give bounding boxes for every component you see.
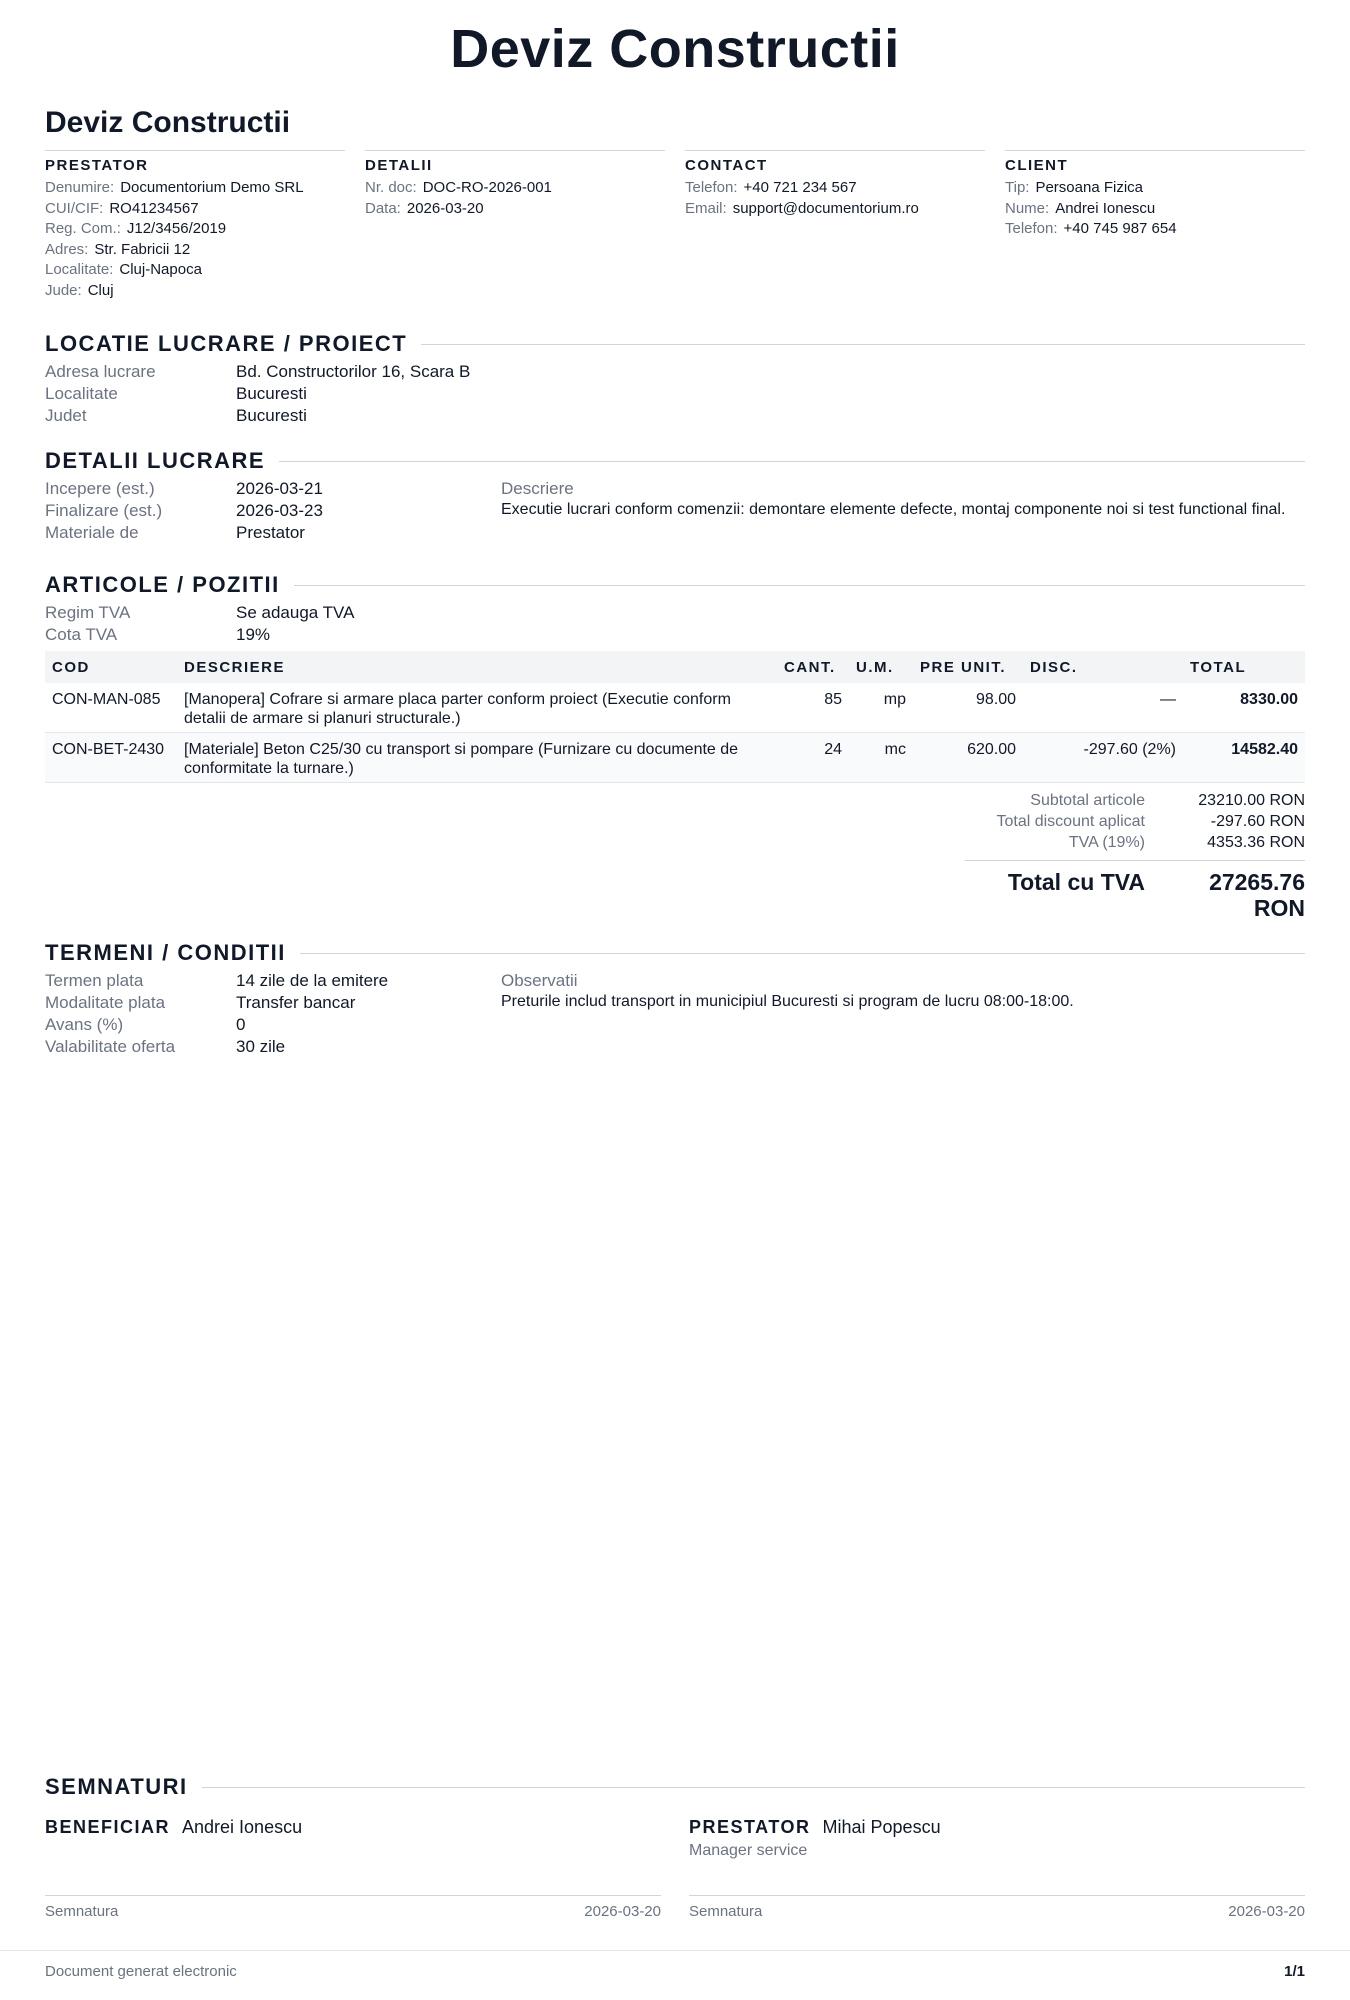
prestator-heading: PRESTATOR xyxy=(45,157,149,174)
signature-head xyxy=(45,1816,661,1838)
subtotal-row xyxy=(965,790,1305,811)
client-heading: CLIENT xyxy=(1005,157,1069,174)
section-articole xyxy=(45,572,1305,598)
field-label: Nume: xyxy=(1005,199,1050,217)
col-header-total: TOTAL xyxy=(1183,651,1305,683)
field-label: Incepere (est.) xyxy=(45,479,155,498)
locatie-row xyxy=(45,361,470,383)
field-value: Cluj xyxy=(87,281,114,299)
field-label: Materiale de xyxy=(45,523,139,542)
header-columns xyxy=(45,150,1305,301)
section-heading: TERMENI / CONDITII xyxy=(45,940,286,965)
prestator-field xyxy=(45,281,345,302)
cell-cant: 85 xyxy=(777,683,849,733)
field-value: +40 745 987 654 xyxy=(1063,220,1177,237)
section-termeni xyxy=(45,940,1305,966)
field-label: Tip: xyxy=(1005,179,1030,196)
section-heading: DETALII LUCRARE xyxy=(45,448,266,473)
page-number: 1/1 xyxy=(1284,1963,1305,1980)
signature-name: Andrei Ionescu xyxy=(182,1817,303,1837)
signature-date: 2026-03-20 xyxy=(584,1903,661,1920)
field-value: Cluj-Napoca xyxy=(119,261,202,278)
field-value: 2026-03-23 xyxy=(236,501,323,520)
detalii-field xyxy=(365,178,665,199)
field-label: Nr. doc: xyxy=(365,179,417,196)
field-value: 30 zile xyxy=(236,1037,286,1056)
field-value: J12/3456/2019 xyxy=(126,220,227,237)
field-label: Email: xyxy=(685,199,727,217)
detalii-heading: DETALII xyxy=(365,157,433,174)
field-label: CUI/CIF: xyxy=(45,199,104,217)
grand-total-currency: RON xyxy=(1253,895,1305,921)
cell-cod: CON-MAN-085 xyxy=(45,683,177,733)
signature-footer xyxy=(689,1903,1305,1920)
field-label: Jude: xyxy=(45,281,82,299)
discount-value: -297.60 RON xyxy=(1210,813,1305,830)
signature-prestator xyxy=(689,1816,1305,1920)
locatie-row xyxy=(45,383,470,405)
grand-total-label: Total cu TVA xyxy=(1007,869,1145,895)
signature-role: PRESTATOR xyxy=(689,1817,811,1837)
cell-um: mc xyxy=(849,733,913,783)
grand-total-value xyxy=(1175,869,1305,921)
section-heading: SEMNATURI xyxy=(45,1774,188,1799)
col-header-pret: PRE UNIT. xyxy=(913,651,1023,683)
field-value: Str. Fabricii 12 xyxy=(94,240,191,258)
termeni-row xyxy=(45,1036,388,1058)
divider xyxy=(421,344,1305,345)
col-header-descriere: DESCRIERE xyxy=(177,651,777,683)
tva-row xyxy=(45,602,354,624)
observatii-label: Observatii xyxy=(501,971,578,990)
locatie-fields xyxy=(45,361,470,427)
footer-note: Document generat electronic xyxy=(45,1963,237,1980)
divider xyxy=(294,585,1305,586)
signature-label: Semnatura xyxy=(45,1903,119,1920)
detalii-lucrare-row xyxy=(45,478,323,500)
prestator-block xyxy=(45,150,345,301)
cell-cod: CON-BET-2430 xyxy=(45,733,177,783)
signature-line xyxy=(689,1895,1305,1896)
section-detalii-lucrare xyxy=(45,448,1305,474)
field-value: Se adauga TVA xyxy=(236,603,355,622)
field-label: Modalitate plata xyxy=(45,993,166,1012)
prestator-field xyxy=(45,240,345,261)
termeni-fields xyxy=(45,970,388,1058)
descriere-text: Executie lucrari conform comenzii: demontare elemente defecte, montaj componente noi si test functional final. xyxy=(501,501,1286,518)
signature-footer xyxy=(45,1903,661,1920)
page-footer xyxy=(45,1963,1305,1980)
client-field xyxy=(1005,178,1305,199)
field-label: Adres: xyxy=(45,240,89,258)
termeni-row xyxy=(45,970,388,992)
prestator-field xyxy=(45,178,345,199)
cell-cant: 24 xyxy=(777,733,849,783)
cell-total: 8330.00 xyxy=(1183,683,1305,733)
cell-descriere: [Materiale] Beton C25/30 cu transport si pompare (Furnizare cu documente de conformitate la turnare.) xyxy=(177,733,777,783)
signature-position: Manager service xyxy=(689,1842,808,1859)
field-value: 14 zile de la emitere xyxy=(236,971,389,990)
tva-label: TVA (19%) xyxy=(1068,834,1145,851)
observatii-text: Preturile includ transport in municipiul Bucuresti si program de lucru 08:00-18:00. xyxy=(501,993,1074,1010)
observatii-block xyxy=(501,970,1305,1012)
client-field xyxy=(1005,199,1305,220)
footer-divider xyxy=(0,1950,1350,1951)
field-label: Adresa lucrare xyxy=(45,362,156,381)
client-field xyxy=(1005,219,1305,240)
field-label: Data: xyxy=(365,199,401,217)
table-row xyxy=(45,733,1305,783)
cell-pret: 620.00 xyxy=(913,733,1023,783)
discount-label: Total discount aplicat xyxy=(996,813,1145,830)
prestator-field xyxy=(45,219,345,240)
tva-row xyxy=(45,624,354,646)
signature-role: BENEFICIAR xyxy=(45,1817,171,1837)
contact-heading: CONTACT xyxy=(685,157,768,174)
table-row xyxy=(45,683,1305,733)
field-value: Documentorium Demo SRL xyxy=(120,179,304,196)
field-value: 0 xyxy=(236,1015,246,1034)
field-value: DOC-RO-2026-001 xyxy=(422,179,552,196)
contact-field xyxy=(685,178,985,199)
field-label: Reg. Com.: xyxy=(45,220,121,237)
cell-total: 14582.40 xyxy=(1183,733,1305,783)
divider xyxy=(279,461,1305,462)
termeni-row xyxy=(45,1014,388,1036)
field-label: Telefon: xyxy=(1005,220,1058,237)
field-label: Telefon: xyxy=(685,179,738,196)
field-value: support@documentorium.ro xyxy=(732,199,919,217)
field-label: Avans (%) xyxy=(45,1015,124,1034)
signature-line xyxy=(45,1895,661,1896)
col-header-cod: COD xyxy=(45,651,177,683)
field-value: 2026-03-21 xyxy=(236,479,323,498)
locatie-row xyxy=(45,405,470,427)
contact-block xyxy=(685,150,985,301)
subtotal-value: 23210.00 RON xyxy=(1198,792,1305,809)
signature-head xyxy=(689,1816,1305,1838)
grand-total-row xyxy=(965,860,1305,921)
detalii-lucrare-fields xyxy=(45,478,323,544)
subtotal-label: Subtotal articole xyxy=(1030,792,1145,809)
field-value: Transfer bancar xyxy=(236,993,356,1012)
contact-field xyxy=(685,199,985,220)
divider xyxy=(300,953,1305,954)
field-label: Termen plata xyxy=(45,971,144,990)
col-header-um: U.M. xyxy=(849,651,913,683)
section-locatie xyxy=(45,331,1305,357)
grand-total-amount: 27265.76 xyxy=(1209,869,1305,895)
field-label: Cota TVA xyxy=(45,625,118,644)
document-title: Deviz Constructii xyxy=(450,19,900,79)
tva-fields xyxy=(45,602,354,646)
field-value: Persoana Fizica xyxy=(1035,179,1144,196)
signature-name: Mihai Popescu xyxy=(822,1817,941,1837)
prestator-field xyxy=(45,260,345,281)
field-value: Bucuresti xyxy=(236,384,307,403)
field-value: RO41234567 xyxy=(109,199,199,217)
divider xyxy=(202,1787,1305,1788)
totals-block xyxy=(965,790,1305,853)
cell-pret: 98.00 xyxy=(913,683,1023,733)
field-label: Judet xyxy=(45,406,87,425)
document-subtitle: Deviz Constructii xyxy=(45,106,291,139)
cell-disc: -297.60 (2%) xyxy=(1023,733,1183,783)
cell-disc: — xyxy=(1023,683,1183,733)
section-semnaturi xyxy=(45,1774,1305,1800)
field-value: 19% xyxy=(236,625,271,644)
detalii-field xyxy=(365,199,665,220)
detalii-block xyxy=(365,150,665,301)
table-header-row xyxy=(45,651,1305,683)
field-value: Prestator xyxy=(236,523,305,542)
col-header-cant: CANT. xyxy=(777,651,849,683)
field-label: Regim TVA xyxy=(45,603,131,622)
signature-date: 2026-03-20 xyxy=(1228,1903,1305,1920)
detalii-lucrare-row xyxy=(45,522,323,544)
field-value: Andrei Ionescu xyxy=(1055,199,1156,217)
col-header-disc: DISC. xyxy=(1023,651,1183,683)
signature-label: Semnatura xyxy=(689,1903,763,1920)
tva-value: 4353.36 RON xyxy=(1207,834,1305,851)
field-value: 2026-03-20 xyxy=(406,199,484,217)
cell-descriere: [Manopera] Cofrare si armare placa parter conform proiect (Executie conform detalii de armare si planuri structurale.) xyxy=(177,683,777,733)
field-label: Localitate xyxy=(45,384,118,403)
prestator-field xyxy=(45,199,345,220)
signature-beneficiar xyxy=(45,1816,661,1920)
field-label: Localitate: xyxy=(45,261,114,278)
cell-um: mp xyxy=(849,683,913,733)
section-heading: LOCATIE LUCRARE / PROIECT xyxy=(45,331,408,356)
termeni-row xyxy=(45,992,388,1014)
field-label: Finalizare (est.) xyxy=(45,501,163,520)
descriere-block xyxy=(501,478,1305,519)
field-value: Bucuresti xyxy=(236,406,307,425)
client-block xyxy=(1005,150,1305,301)
discount-row xyxy=(965,811,1305,832)
section-heading: ARTICOLE / POZITII xyxy=(45,572,280,597)
tva-total-row xyxy=(965,832,1305,853)
field-value: +40 721 234 567 xyxy=(743,179,857,196)
field-value: Bd. Constructorilor 16, Scara B xyxy=(236,362,471,381)
detalii-lucrare-row xyxy=(45,500,323,522)
field-label: Valabilitate oferta xyxy=(45,1037,176,1056)
items-table xyxy=(45,651,1305,783)
descriere-label: Descriere xyxy=(501,479,574,498)
field-label: Denumire: xyxy=(45,179,115,196)
